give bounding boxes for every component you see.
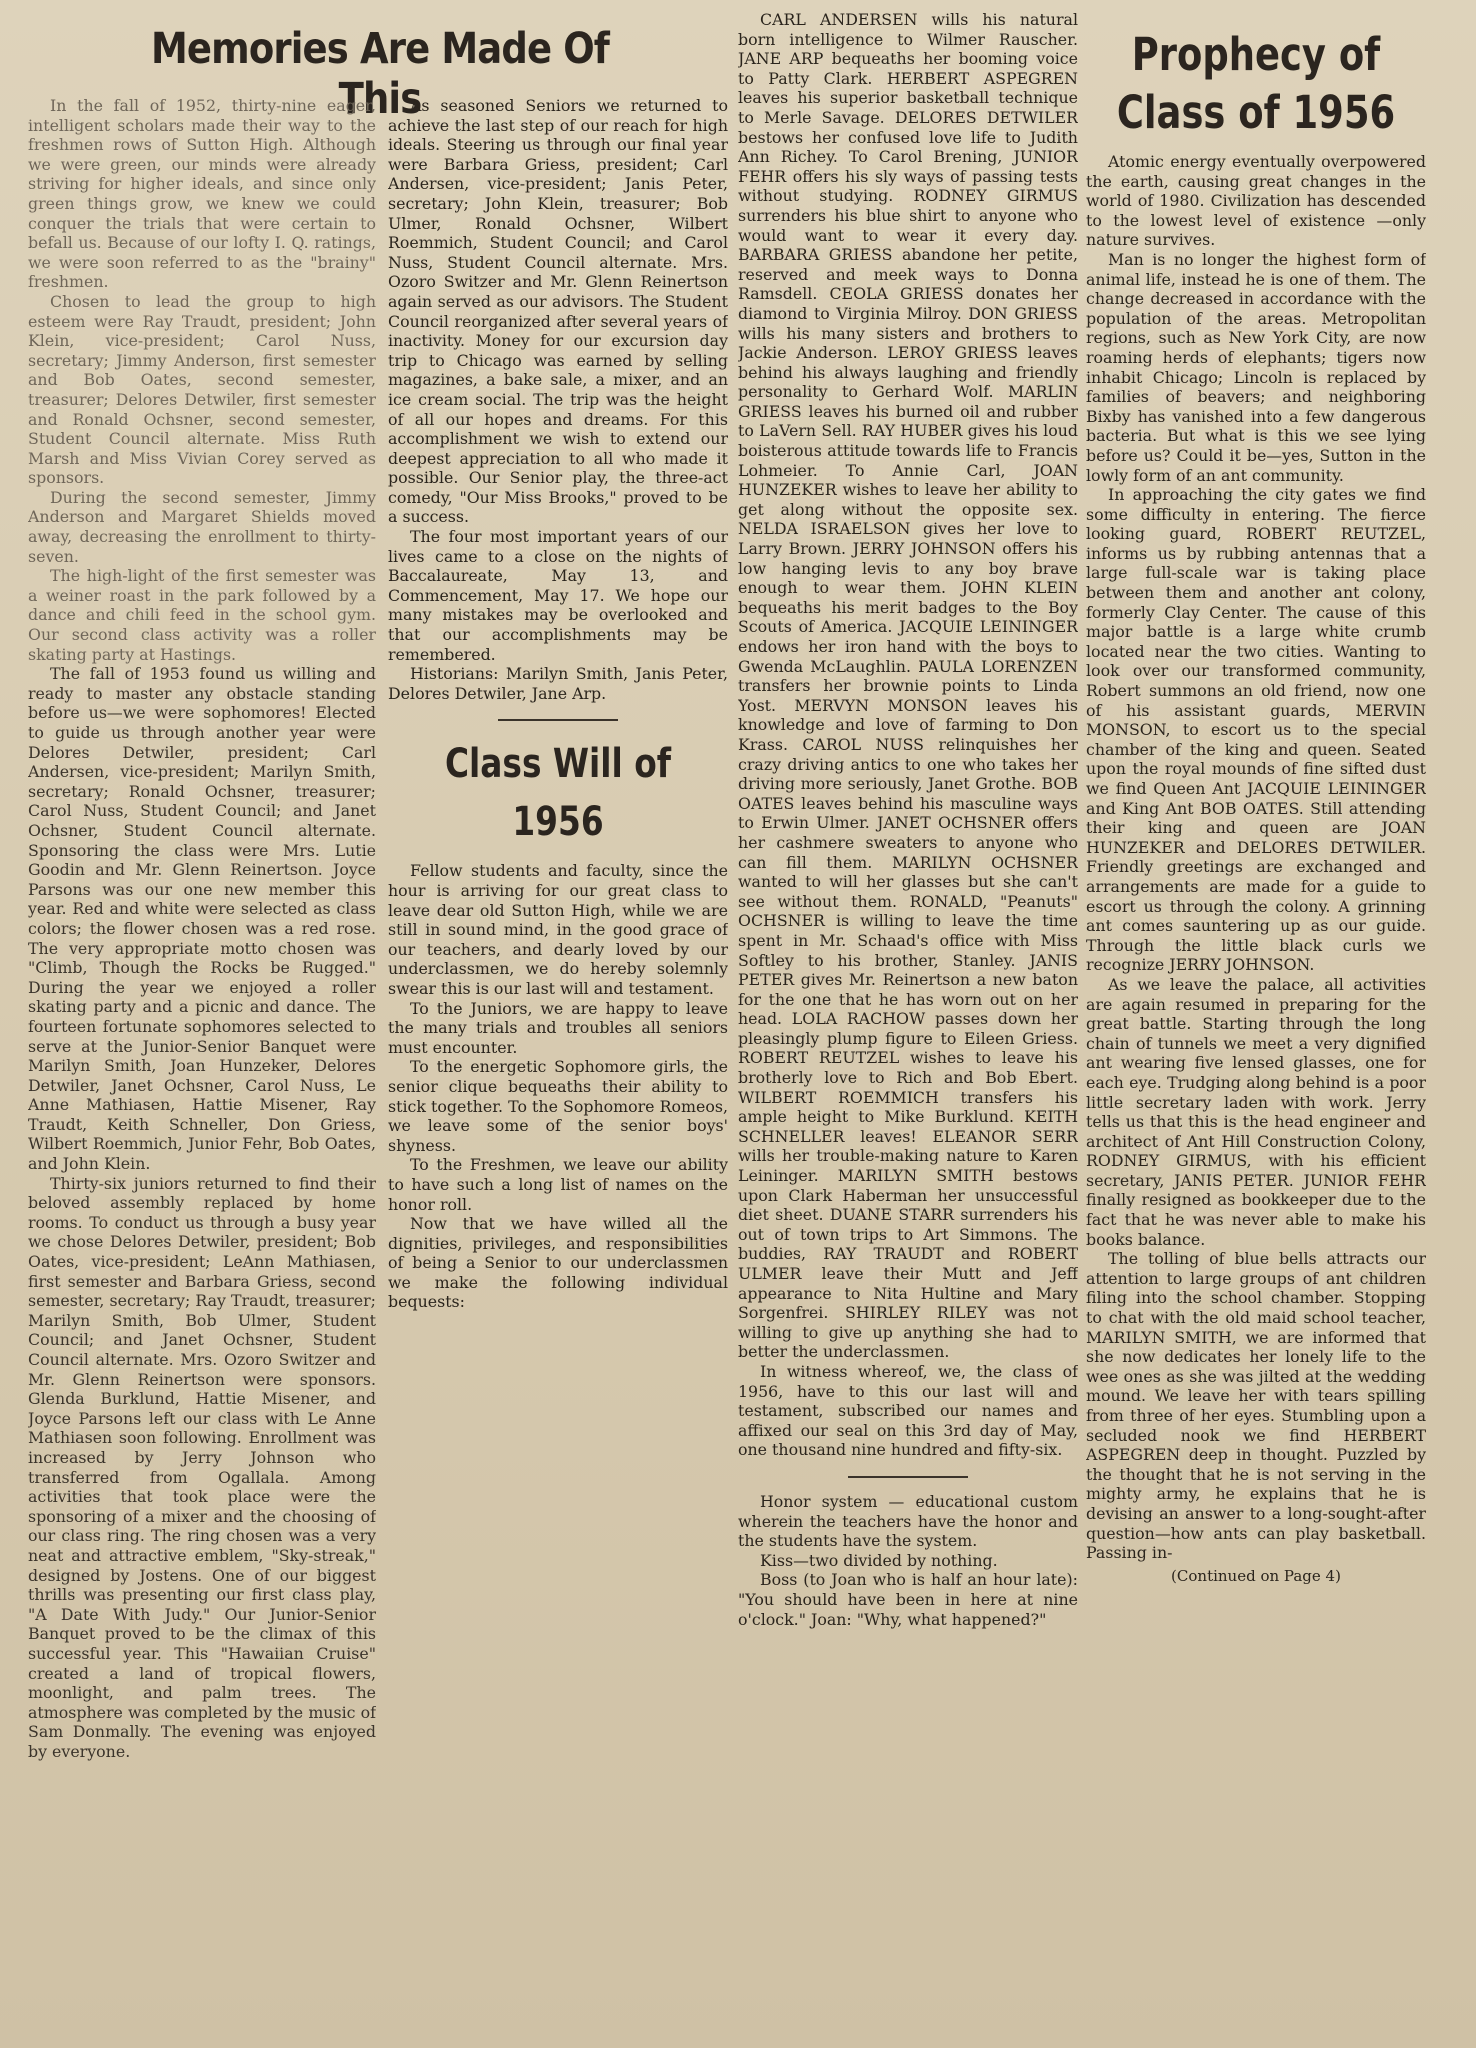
memories-paragraph: During the second semester, Jimmy Anderson and Margaret Shields moved away, decreasing the enrollment to thirty-seven.	[28, 487, 376, 566]
memories-paragraph: Thirty-six juniors returned to find their beloved assembly replaced by home rooms. To conduct us through a busy year we chose Delores Detwiler, president; Bob Oates, vice-president; LeAnn Mathiasen, first semester and Barbara Griess, second semester, secretary; Ray Traudt, treasurer; Marilyn Smith, Bob Ulmer, Student Council; and Janet Ochsner, Student Council alternate. Mrs. Ozoro Switzer and Mr. Glenn Reinertson were sponsors. Glenda Burklund, Hattie Misener, and Joyce Parsons left our class with Le Anne Mathiasen soon following. Enrollment was increased by Jerry Johnson who transferred from Ogallala. Among activities that took place were the sponsoring of a mixer and the choosing of our class ring. The ring chosen was a very neat and attractive emblem, "Sky-streak," designed by Jostens. One of our biggest thrills was presenting our first class play, "A Date With Judy." Our Junior-Senior Banquet proved to be the climax of this successful year. This "Hawaiian Cruise" created a land of tropical flowers, moonlight, and palm trees. The atmosphere was completed by the music of Sam Donmally. The evening was enjoyed by everyone.	[28, 1173, 376, 1761]
filler-item: Boss (to Joan who is half an hour late): "You should have been in here at nine o'clock." Joan: "Why, what happened?"	[738, 1570, 1078, 1629]
prophecy-paragraph: In approaching the city gates we find some difficulty in entering. The fierce looking guard, ROBERT REUTZEL, informs us by rubbing antennas that a large full-scale war is taking place between them and another ant colony, formerly Clay Center. The cause of this major battle is a large white crumb located near the two cities. Wanting to look over our transformed community, Robert summons an old friend, now one of his assistant guards, MERVIN MONSON, to escort us to the special chamber of the king and queen. Seated upon the royal mounds of fine sifted dust we find Queen Ant JACQUIE LEININGER and King Ant BOB OATES. Still attending their king and queen are JOAN HUNZEKER and DELORES DETWILER. Friendly greetings are exchanged and arrangements are made for a guide to escort us through the colony. A grinning ant comes sauntering up as our guide. Through the little black curls we recognize JERRY JOHNSON.	[1086, 485, 1426, 975]
will-witness: In witness whereof, we, the class of 1956, have to this our last will and testament, subscribed our names and affixed our seal on this 3rd day of May, one thousand nine hundred and fifty-six.	[738, 1361, 1078, 1460]
memories-title: Memories Are Made Of This	[150, 24, 610, 124]
memories-paragraph: The four most important years of our lives came to a close on the nights of Baccalaureate, May 13, and Commencement, May 17. We hope our many mistakes may be overlooked and that our accomplishments may be remembered.	[388, 527, 728, 664]
prophecy-title: Prophecy of Class of 1956	[1116, 28, 1396, 139]
prophecy-paragraph: Atomic energy eventually overpowered the earth, causing great changes in the world of 1980. Civilization has descended to the lowest level of existence —only nature survives.	[1086, 152, 1426, 250]
filler-item: Kiss—two divided by nothing.	[760, 1550, 998, 1570]
memories-paragraph: As seasoned Seniors we returned to achieve the last step of our reach for high ideals. Steering us through our final year were Barbara Griess, president; Carl Andersen, vice-president; Janis Peter, secretary; John Klein, treasurer; Bob Ulmer, Ronald Ochsner, Wilbert Roemmich, Student Council; and Carol Nuss, Student Council alternate. Mrs. Ozoro Switzer and Mr. Glenn Reinertson again served as our advisors. The Student Council reorganized after several years of inactivity. Money for our excursion day trip to Chicago was earned by selling magazines, a bake sale, a mixer, and an ice cream social. The trip was the height of all our hopes and dreams. For this accomplishment we wish to extend our deepest appreciation to all who made it possible. Our Senior play, the three-act comedy, "Our Miss Brooks," proved to be a success.	[388, 96, 728, 527]
section-divider	[498, 719, 618, 721]
filler-divider	[848, 1476, 968, 1478]
prophecy-paragraph: Man is no longer the highest form of animal life, instead he is one of them. The change decreased in accordance with the population of the areas. Metropolitan regions, such as New York City, are now roaming herds of elephants; tigers now inhabit Chicago; Lincoln is replaced by families of beavers; and neighboring Bixby has vanished into a few dangerous bacteria. But what is this we see lying before us? Could it be—yes, Sutton in the lowly form of an ant community.	[1086, 249, 1426, 485]
memories-paragraph: The fall of 1953 found us willing and ready to master any obstacle standing before us—we were sophomores! Elected to guide us through another year were Delores Detwiler, president; Carl Andersen, vice-president; Marilyn Smith, secretary; Ronald Ochsner, treasurer; Carol Nuss, Student Council; and Janet Ochsner, Student Council alternate. Sponsoring the class were Mrs. Lutie Goodin and Mr. Glenn Reinertson. Joyce Parsons was our one new member this year. Red and white were selected as class colors; the flower chosen was a red rose. The very appropriate motto chosen was "Climb, Though the Rocks be Rugged." During the year we enjoyed a roller skating party and a picnic and dance. The fourteen fortunate sophomores selected to serve at the Junior-Senior Banquet were Marilyn Smith, Joan Hunzeker, Delores Detwiler, Janet Ochsner, Carol Nuss, Le Anne Mathiasen, Hattie Misener, Ray Traudt, Keith Schneller, Don Griess, Wilbert Roemmich, Junior Fehr, Bob Oates, and John Klein.	[28, 664, 376, 1174]
memories-paragraph: Chosen to lead the group to high esteem were Ray Traudt, president; John Klein, vice-president; Carol Nuss, secretary; Jimmy Anderson, first semester and Bob Oates, second semester, treasurer; Delores Detwiler, first semester and Ronald Ochsner, second semester, Student Council alternate. Miss Ruth Marsh and Miss Vivian Corey served as sponsors.	[28, 291, 376, 488]
will-paragraph: To the energetic Sophomore girls, the senior clique bequeaths their ability to stick together. To the Sophomore Romeos, we leave some of the senior boys' shyness.	[388, 1057, 728, 1155]
filler-item: Honor system — educational custom wherein the teachers have the honor and the students have the system.	[738, 1491, 1078, 1551]
memories-column-2	[388, 0, 728, 2048]
will-paragraph: Fellow students and faculty, since the hour is arriving for our great class to leave dear old Sutton High, while we are still in sound mind, in the good grace of our teachers, and dearly loved by our underclassmen, we do hereby solemnly swear this is our last will and testament.	[388, 861, 728, 998]
memories-historians: Historians: Marilyn Smith, Janis Peter, Delores Detwiler, Jane Arp.	[388, 664, 728, 703]
memories-paragraph: In the fall of 1952, thirty-nine eager, intelligent scholars made their way to the freshmen rows of Sutton High. Although we were green, our minds were already striving for higher ideals, and since only green things grow, we knew we could conquer the trials that were certain to befall us. Because of our lofty I. Q. ratings, we were soon referred to as the "brainy" freshmen.	[28, 96, 376, 292]
prophecy-paragraph: As we leave the palace, all activities are again resumed in preparing for the great battle. Starting through the long chain of tunnels we meet a very dignified ant wearing five lensed glasses, one for each eye. Trudging along behind is a poor little secretary laden with work. Jerry tells us that this is the head engineer and architect of Ant Hill Construction Colony, RODNEY GIRMUS, with his efficient secretary, JANIS PETER. JUNIOR FEHR finally resigned as bookkeeper due to the fact that he was never able to make his books balance.	[1086, 974, 1426, 1249]
will-bequests: CARL ANDERSEN wills his natural born intelligence to Wilmer Rauscher. JANE ARP bequeaths her booming voice to Patty Clark. HERBERT ASPEGREN leaves his superior basketball technique to Merle Savage. DELORES DETWILER bestows her confused love life to Judith Ann Richey. To Carol Brening, JUNIOR FEHR offers his sly ways of passing tests without studying. RODNEY GIRMUS surrenders his blue shirt to anyone who would want to wear it every day. BARBARA GRIESS abandone her petite, reserved and meek ways to Donna Ramsdell. CEOLA GRIESS donates her diamond to Virginia Milroy. DON GRIESS wills his many sisters and brothers to Jackie Anderson. LEROY GRIESS leaves behind his always laughing and friendly personality to Gerhard Wolf. MARLIN GRIESS leaves his burned oil and rubber to LaVern Sell. RAY HUBER gives his loud boisterous attitude towards life to Francis Lohmeier. To Annie Carl, JOAN HUNZEKER wishes to leave her ability to get along without the opposite sex. NELDA ISRAELSON gives her love to Larry Brown. JERRY JOHNSON offers his low hanging levis to any boy brave enough to wear them. JOHN KLEIN bequeaths his merit badges to the Boy Scouts of America. JACQUIE LEININGER endows her iron hand with the boys to Gwenda McLaughlin. PAULA LORENZEN transfers her brownie points to Linda Yost. MERVYN MONSON leaves his knowledge and love of farming to Don Krass. CAROL NUSS relinquishes her crazy driving antics to one who takes her driving more seriously, Janet Grothe. BOB OATES leaves behind his masculine ways to Erwin Ulmer. JANET OCHSNER offers her cashmere sweaters to anyone who can fill them. MARILYN OCHSNER wanted to will her glasses but she can't see without them. RONALD, "Peanuts" OCHSNER is willing to leave the time spent in Mr. Schaad's office with Miss Softley to his brother, Stanley. JANIS PETER gives Mr. Reinertson a new baton for the one that he has worn out on her head. LOLA RACHOW passes down her pleasingly plump figure to Eileen Griess. ROBERT REUTZEL wishes to leave his brotherly love to Rich and Bob Ebert. WILBERT ROEMMICH transfers his ample height to Mike Burklund. KEITH SCHNELLER leaves! ELEANOR SERR wills her trouble-making nature to Karen Leininger. MARILYN SMITH bestows upon Clark Haberman her unsuccessful diet sheet. DUANE STARR surrenders his out of town trips to Art Simmons. The buddies, RAY TRAUDT and ROBERT ULMER leave their Mutt and Jeff appearance to Nita Hultine and Mary Sorgenfrei. SHIRLEY RILEY was not willing to give up anything she had to better the underclassmen.	[738, 10, 1078, 1362]
will-paragraph: To the Freshmen, we leave our ability to have such a long list of names on the honor roll.	[388, 1155, 728, 1214]
will-paragraph: Now that we have willed all the dignities, privileges, and responsibilities of being a Senior to our underclassmen we make the following individual bequests:	[388, 1214, 728, 1312]
will-column	[738, 0, 1078, 2048]
will-paragraph: To the Juniors, we are happy to leave the many trials and troubles all seniors must encounter.	[388, 998, 728, 1057]
continued-note: (Continued on Page 4)	[1171, 1566, 1341, 1585]
memories-column-1	[28, 0, 376, 2048]
will-title: Class Will of 1956	[444, 741, 672, 846]
memories-paragraph: The high-light of the first semester was a weiner roast in the park followed by a dance and chili feed in the school gym. Our second class activity was a roller skating party at Hastings.	[28, 566, 376, 664]
prophecy-paragraph: The tolling of blue bells attracts our attention to large groups of ant children filing into the school chamber. Stopping to chat with the old maid school teacher, MARILYN SMITH, we are informed that she now dedicates her lonely life to the wee ones as she was jilted at the wedding mound. We leave her with tears spilling from three of her eyes. Stumbling upon a secluded nook we find HERBERT ASPEGREN deep in thought. Puzzled by the thought that he is not serving in the mighty army, he explains that he is devising an answer to a long-sought-after question—how ants can play basketball. Passing in-	[1086, 1249, 1426, 1563]
prophecy-column	[1086, 0, 1426, 2048]
